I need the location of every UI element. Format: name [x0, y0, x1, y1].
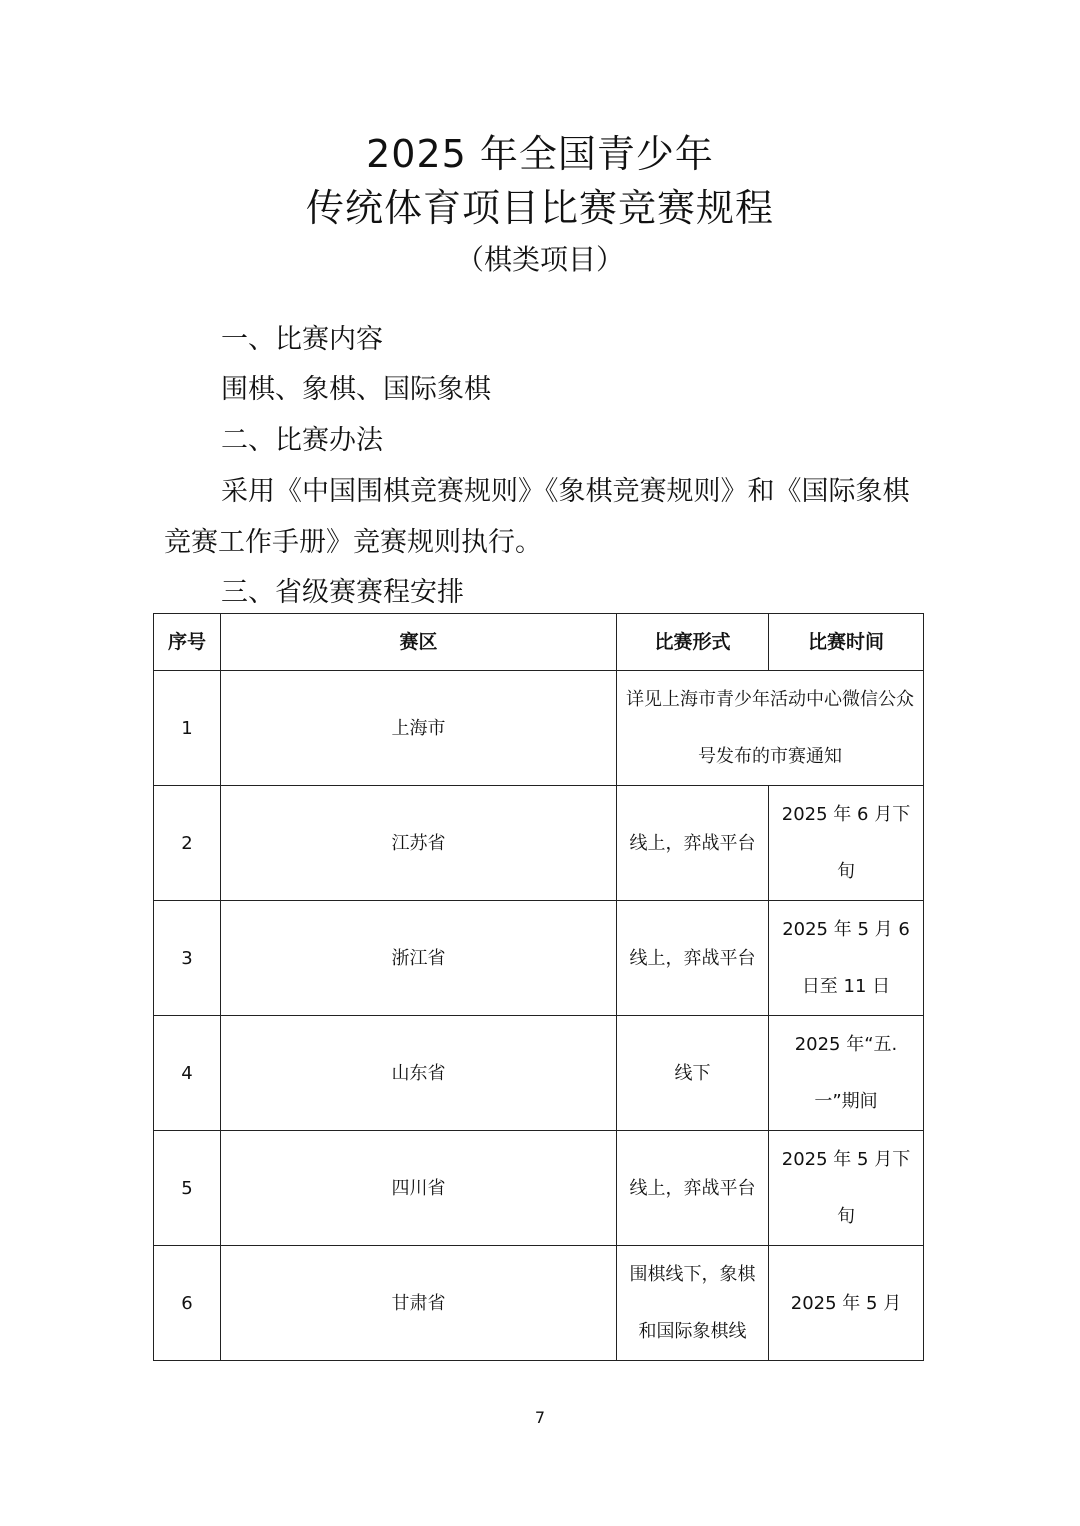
cell-format: 线下 [617, 1016, 769, 1131]
header-time: 比赛时间 [769, 614, 924, 671]
table-row [154, 901, 924, 1016]
cell-format: 围棋线下，象棋和国际象棋线 [617, 1246, 769, 1361]
table-row [154, 1246, 924, 1361]
section3-heading: 三、省级赛赛程安排 [221, 577, 464, 608]
cell-region: 上海市 [221, 671, 617, 786]
page-number: 7 [534, 1408, 546, 1427]
cell-region: 江苏省 [221, 786, 617, 901]
section2-body-line1: 采用《中国围棋竞赛规则》《象棋竞赛规则》和《国际象棋 [221, 476, 910, 507]
cell-time: 2025 年 6 月下旬 [769, 786, 924, 901]
cell-format: 线上，弈战平台 [617, 901, 769, 1016]
cell-region: 山东省 [221, 1016, 617, 1131]
table-row [154, 1016, 924, 1131]
header-region: 赛区 [221, 614, 617, 671]
header-no: 序号 [154, 614, 221, 671]
section1-heading: 一、比赛内容 [221, 324, 383, 355]
header-format: 比赛形式 [617, 614, 769, 671]
section2-heading: 二、比赛办法 [221, 425, 383, 456]
cell-region: 四川省 [221, 1131, 617, 1246]
cell-time: 2025 年 5 月下旬 [769, 1131, 924, 1246]
cell-time: 2025 年 5 月 [769, 1246, 924, 1361]
cell-no: 2 [154, 786, 221, 901]
cell-no: 3 [154, 901, 221, 1016]
cell-format: 线上，弈战平台 [617, 786, 769, 901]
schedule-table [153, 613, 924, 1361]
cell-time: 2025 年“五.一”期间 [769, 1016, 924, 1131]
document-title-line2: 传统体育项目比赛竞赛规程 [305, 186, 774, 230]
cell-region: 浙江省 [221, 901, 617, 1016]
cell-no: 4 [154, 1016, 221, 1131]
table-row [154, 1131, 924, 1246]
section1-body: 围棋、象棋、国际象棋 [221, 374, 491, 405]
document-subtitle: （棋类项目） [455, 243, 624, 276]
table-header-row [154, 614, 924, 671]
cell-no: 6 [154, 1246, 221, 1361]
table-row [154, 786, 924, 901]
cell-region: 甘肃省 [221, 1246, 617, 1361]
cell-time: 2025 年 5 月 6 日至 11 日 [769, 901, 924, 1016]
cell-merged-note: 详见上海市青少年活动中心微信公众号发布的市赛通知 [617, 671, 924, 786]
table-row [154, 671, 924, 786]
cell-format: 线上，弈战平台 [617, 1131, 769, 1246]
cell-no: 5 [154, 1131, 221, 1246]
section2-body-line2: 竞赛工作手册》竞赛规则执行。 [164, 527, 542, 558]
document-title-line1: 2025 年全国青少年 [366, 132, 714, 176]
cell-no: 1 [154, 671, 221, 786]
